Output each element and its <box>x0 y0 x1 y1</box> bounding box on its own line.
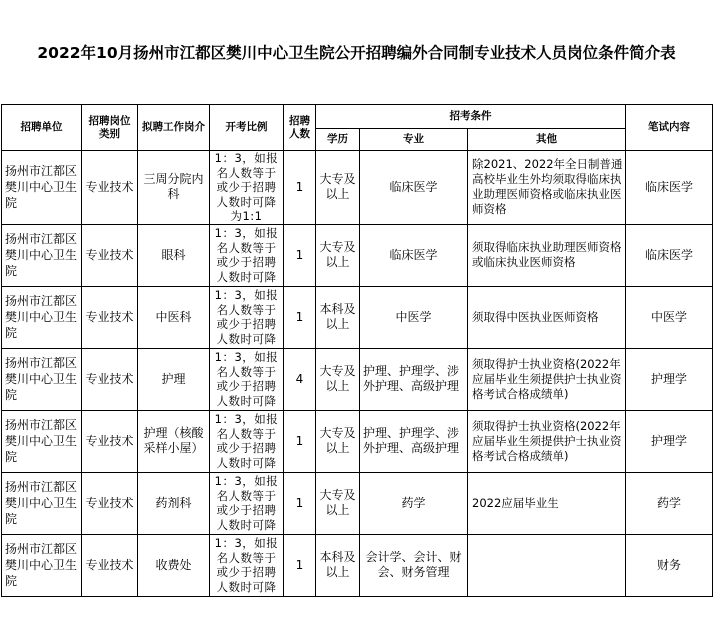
header-conditions: 招考条件 <box>316 105 626 129</box>
cell-category: 专业技术 <box>82 151 138 225</box>
cell-ratio: 1：3，如报名人数等于或少于招聘人数时可降 <box>210 534 284 596</box>
cell-count: 1 <box>284 472 316 534</box>
cell-category: 专业技术 <box>82 472 138 534</box>
table-row <box>2 224 713 286</box>
cell-exam: 护理学 <box>626 410 713 472</box>
table-row <box>2 286 713 348</box>
cell-count: 1 <box>284 534 316 596</box>
cell-education: 大专及以上 <box>316 472 360 534</box>
cell-other: 2022应届毕业生 <box>468 472 626 534</box>
cell-major: 护理、护理学、涉外护理、高级护理 <box>360 410 468 472</box>
cell-count: 1 <box>284 286 316 348</box>
cell-position: 护理 <box>138 348 210 410</box>
cell-major: 护理、护理学、涉外护理、高级护理 <box>360 348 468 410</box>
header-education: 学历 <box>316 129 360 151</box>
cell-major: 药学 <box>360 472 468 534</box>
cell-category: 专业技术 <box>82 286 138 348</box>
cell-exam: 临床医学 <box>626 224 713 286</box>
cell-count: 1 <box>284 224 316 286</box>
cell-exam: 药学 <box>626 472 713 534</box>
cell-position: 三周分院内科 <box>138 151 210 225</box>
cell-position: 护理（核酸采样小屋） <box>138 410 210 472</box>
cell-exam: 护理学 <box>626 348 713 410</box>
cell-count: 1 <box>284 151 316 225</box>
cell-category: 专业技术 <box>82 534 138 596</box>
cell-category: 专业技术 <box>82 348 138 410</box>
header-ratio: 开考比例 <box>210 105 284 151</box>
cell-count: 4 <box>284 348 316 410</box>
cell-education: 本科及以上 <box>316 286 360 348</box>
cell-unit: 扬州市江都区樊川中心卫生院 <box>2 472 82 534</box>
table-row <box>2 472 713 534</box>
cell-position: 收费处 <box>138 534 210 596</box>
cell-ratio: 1：3，如报名人数等于或少于招聘人数时可降 <box>210 472 284 534</box>
header-count: 招聘人数 <box>284 105 316 151</box>
cell-position: 中医科 <box>138 286 210 348</box>
cell-unit: 扬州市江都区樊川中心卫生院 <box>2 224 82 286</box>
cell-education: 大专及以上 <box>316 151 360 225</box>
cell-count: 1 <box>284 410 316 472</box>
cell-education: 大专及以上 <box>316 224 360 286</box>
cell-exam: 临床医学 <box>626 151 713 225</box>
table-row <box>2 410 713 472</box>
cell-exam: 财务 <box>626 534 713 596</box>
cell-other: 须取得临床执业助理医师资格或临床执业医师资格 <box>468 224 626 286</box>
cell-category: 专业技术 <box>82 410 138 472</box>
cell-unit: 扬州市江都区樊川中心卫生院 <box>2 151 82 225</box>
table-row <box>2 348 713 410</box>
page-title: 2022年10月扬州市江都区樊川中心卫生院公开招聘编外合同制专业技术人员岗位条件简介表 <box>37 44 676 62</box>
cell-education: 本科及以上 <box>316 534 360 596</box>
table-row <box>2 534 713 596</box>
cell-ratio: 1：3，如报名人数等于或少于招聘人数时可降 <box>210 286 284 348</box>
cell-category: 专业技术 <box>82 224 138 286</box>
cell-ratio: 1：3，如报名人数等于或少于招聘人数时可降为1:1 <box>210 151 284 225</box>
cell-ratio: 1：3，如报名人数等于或少于招聘人数时可降 <box>210 348 284 410</box>
cell-unit: 扬州市江都区樊川中心卫生院 <box>2 286 82 348</box>
header-unit: 招聘单位 <box>2 105 82 151</box>
header-major: 专业 <box>360 129 468 151</box>
cell-other: 除2021、2022年全日制普通高校毕业生外均须取得临床执业助理医师资格或临床执业医师资格 <box>468 151 626 225</box>
cell-other <box>468 534 626 596</box>
cell-other: 须取得中医执业医师资格 <box>468 286 626 348</box>
header-category: 招聘岗位类别 <box>82 105 138 151</box>
table-row <box>2 151 713 225</box>
cell-position: 药剂科 <box>138 472 210 534</box>
cell-major: 中医学 <box>360 286 468 348</box>
cell-position: 眼科 <box>138 224 210 286</box>
cell-ratio: 1：3，如报名人数等于或少于招聘人数时可降 <box>210 224 284 286</box>
recruitment-table <box>1 104 713 597</box>
cell-other: 须取得护士执业资格(2022年应届毕业生须提供护士执业资格考试合格成绩单) <box>468 410 626 472</box>
cell-exam: 中医学 <box>626 286 713 348</box>
header-position: 拟聘工作岗介 <box>138 105 210 151</box>
cell-unit: 扬州市江都区樊川中心卫生院 <box>2 410 82 472</box>
cell-major: 会计学、会计、财会、财务管理 <box>360 534 468 596</box>
cell-major: 临床医学 <box>360 224 468 286</box>
cell-ratio: 1：3，如报名人数等于或少于招聘人数时可降 <box>210 410 284 472</box>
cell-education: 大专及以上 <box>316 410 360 472</box>
cell-education: 大专及以上 <box>316 348 360 410</box>
cell-unit: 扬州市江都区樊川中心卫生院 <box>2 534 82 596</box>
cell-major: 临床医学 <box>360 151 468 225</box>
cell-other: 须取得护士执业资格(2022年应届毕业生须提供护士执业资格考试合格成绩单) <box>468 348 626 410</box>
header-exam: 笔试内容 <box>626 105 713 151</box>
header-other: 其他 <box>468 129 626 151</box>
cell-unit: 扬州市江都区樊川中心卫生院 <box>2 348 82 410</box>
